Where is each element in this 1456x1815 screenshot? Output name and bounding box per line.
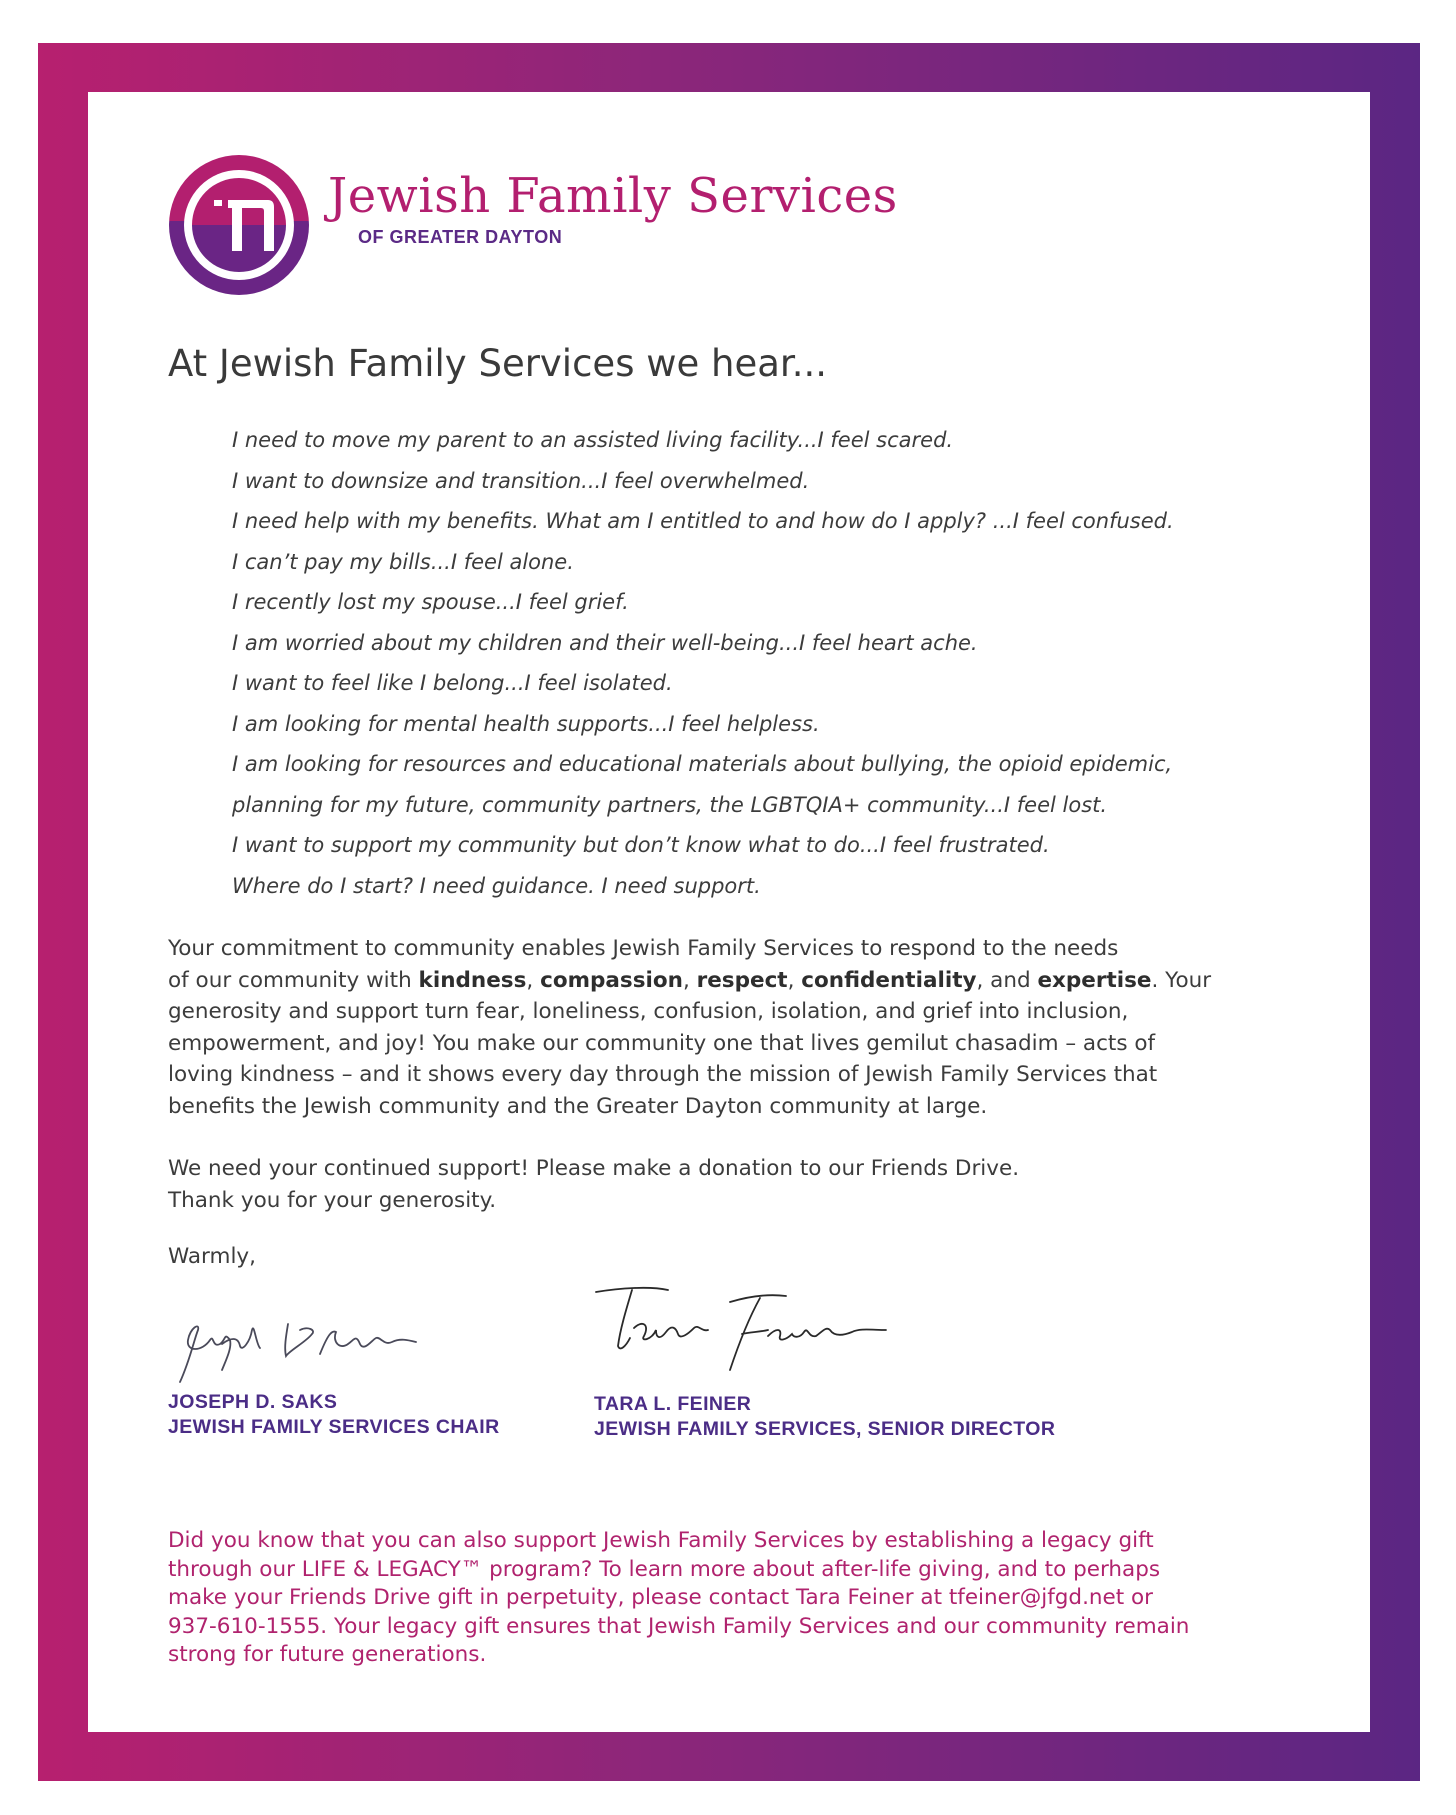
page-title: At Jewish Family Services we hear... <box>168 342 828 385</box>
signature-joseph-saks <box>160 1300 450 1390</box>
separator: , <box>682 967 697 993</box>
legacy-line: through our LIFE & LEGACY™ program? To learn more about after-life giving, and to perhaps <box>168 1556 1161 1582</box>
donation-request <box>168 1153 1019 1216</box>
value-compassion: compassion <box>540 967 683 993</box>
signature-tara-feiner <box>590 1280 890 1380</box>
ask-line: We need your continued support! Please make a donation to our Friends Drive. <box>168 1156 1020 1181</box>
quote-item: I need to move my parent to an assisted living facility...I feel scared. <box>232 428 954 452</box>
legacy-line: 937-610-1555. Your legacy gift ensures that Jewish Family Services and our community remain <box>168 1613 1190 1639</box>
closing-salutation: Warmly, <box>168 1244 256 1269</box>
body-line: empowerment, and joy! You make our community one that lives gemilut chasadim – acts of <box>168 1030 1156 1056</box>
quote-item: I am looking for mental health supports...I feel helpless. <box>232 711 820 736</box>
quote-list <box>232 420 1174 906</box>
body-line: benefits the Jewish community and the Greater Dayton community at large. <box>168 1093 988 1119</box>
separator: , <box>526 967 541 993</box>
organization-logo <box>169 155 309 295</box>
body-paragraph <box>168 933 1318 1122</box>
quote-item: I want to feel like I belong...I feel isolated. <box>232 671 673 695</box>
ask-line: Thank you for your generosity. <box>168 1187 497 1213</box>
legacy-line: make your Friends Drive gift in perpetuity, please contact Tara Feiner at tfeiner@jfgd.net or <box>168 1585 1154 1610</box>
quote-item: I am worried about my children and their well-being...I feel heart ache. <box>232 630 978 655</box>
signer-name: TARA L. FEINER <box>594 1393 752 1415</box>
value-kindness: kindness <box>418 967 527 993</box>
quote-item: I want to support my community but don’t know what to do...I feel frustrated. <box>232 833 1050 857</box>
logo-ring <box>184 170 294 280</box>
quote-item: I recently lost my spouse...I feel grief. <box>232 590 629 614</box>
legacy-line: strong for future generations. <box>168 1642 487 1667</box>
organization-subname: OF GREATER DAYTON <box>358 227 563 247</box>
legacy-gift-note <box>168 1527 1308 1670</box>
signer-name: JOSEPH D. SAKS <box>168 1391 338 1413</box>
body-text: of our community with <box>168 967 419 993</box>
body-line: generosity and support turn fear, loneliness, confusion, isolation, and grief into inclusion, <box>168 999 1129 1024</box>
body-line: loving kindness – and it shows every day through the mission of Jewish Family Services that <box>168 1062 1158 1087</box>
quote-item: planning for my future, community partners, the LGBTQIA+ community...I feel lost. <box>232 792 1108 817</box>
signer-title: JEWISH FAMILY SERVICES CHAIR <box>168 1416 500 1438</box>
quote-item: I can’t pay my bills...I feel alone. <box>232 549 574 574</box>
body-line <box>168 965 1318 997</box>
separator: , and <box>976 967 1038 993</box>
quote-item: I need help with my benefits. What am I entitled to and how do I apply? ...I feel confused. <box>232 509 1174 533</box>
quote-item: Where do I start? I need guidance. I need support. <box>232 873 761 898</box>
legacy-line: Did you know that you can also support Jewish Family Services by establishing a legacy gift <box>168 1528 1154 1553</box>
quote-item: I want to downsize and transition...I feel overwhelmed. <box>232 468 810 493</box>
value-confidentiality: confidentiality <box>801 967 977 993</box>
quote-item: I am looking for resources and educational materials about bullying, the opioid epidemic, <box>232 752 1173 776</box>
body-line: Your commitment to community enables Jewish Family Services to respond to the needs <box>168 936 1119 961</box>
body-text: . Your <box>1151 967 1212 993</box>
letter-page <box>88 92 1370 1732</box>
signer-joseph-saks <box>168 1390 500 1440</box>
value-respect: respect <box>696 967 788 993</box>
value-expertise: expertise <box>1037 967 1152 993</box>
organization-name: Jewish Family Services <box>328 168 898 224</box>
chai-letter-logo-icon <box>192 178 286 272</box>
signer-tara-feiner <box>594 1392 1055 1442</box>
separator: , <box>787 967 802 993</box>
signer-title: JEWISH FAMILY SERVICES, SENIOR DIRECTOR <box>594 1418 1056 1440</box>
